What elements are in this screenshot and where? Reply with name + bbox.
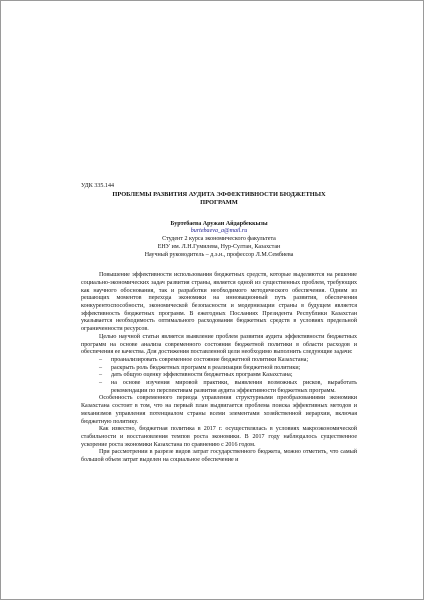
author-block [81,221,357,260]
task-list-item: – дать общую оценку эффективности бюджетных программ Казахстана; [99,372,357,380]
task-list-item: – раскрыть роль бюджетных программ в реализации бюджетной политики; [99,365,357,373]
title-line-2: ПРОГРАММ [200,198,238,206]
article-body [81,272,357,465]
article-content [81,183,357,465]
body-paragraph: Особенность современного периода управления структурными преобразованиями экономики Казахстана состоит в том, что на первый план выдвигается проблема поиска эффективных методов и механизмов управления потенциалом страны всеми элементами хозяйственной иерархии, включая бюджетную политику. [81,395,357,425]
author-name: Буртебаева Аружан Айдарбеккызы [170,220,268,227]
author-position: Студент 2 курса экономического факультета [162,236,276,243]
task-list [81,357,357,396]
title-line-1: ПРОБЛЕМЫ РАЗВИТИЯ АУДИТА ЭФФЕКТИВНОСТИ БЮДЖЕТНЫХ [112,190,326,198]
author-email-link[interactable]: burtebaeva_a@mail.ru [190,228,248,235]
body-paragraph: Как известно, бюджетная политика в 2017 г. осуществлялась в условиях макроэкономической стабильности и восстановления темпов роста экономики. В 2017 году наблюдалось существенное ускорение роста экономики Казахстана по сравнению с 2016 годом. [81,426,357,448]
task-list-item: – проанализировать современное состояние бюджетной политики Казахстана; [99,357,357,365]
body-paragraph: При рассмотрении в разрезе видов затрат государственного бюджета, можно отметить, что самый большой объем затрат выделен на социальное обеспечение и [81,449,357,464]
body-paragraph: Повышение эффективности использования бюджетных средств, которые выделяются на решение социально-экономических задач развития страны, является одной из существенных проблем, требующих как научного обоснования, так и разработки необходимого методического обеспечения. Одним из решающих моментов перехода экономики на инновационный путь развития, обеспечения конкурентоспособности, экономической безопасности и модернизации страны в будущем является эффективность бюджетных программ. В ежегодных Посланиях Президента Республики Казахстан указывается необходимость оптимального расходования бюджетных средств в условиях предельной ограниченности ресурсов. [81,272,357,333]
author-supervisor: Научный руководитель – д.э.н., профессор Л.М.Сембиева [144,251,294,258]
udk-code: УДК 335.144 [81,183,114,189]
author-university: ЕНУ им. Л.Н.Гумилева, Нур-Султан, Казахстан [157,243,281,250]
body-paragraph: Целью научной статьи является выявление проблем развития аудита эффективности бюджетных программ на основе анализа современного состояния бюджетной политики в области расходов и обеспечения ее качества. Для достижения поставленной цели необходимо выполнить следующие задачи: [81,333,357,356]
article-title [81,191,357,207]
task-list-item: – на основе изучения мировой практики, выявления возможных рисков, выработать рекомендации по перспективам развития аудита эффективности бюджетных программ. [99,380,357,395]
